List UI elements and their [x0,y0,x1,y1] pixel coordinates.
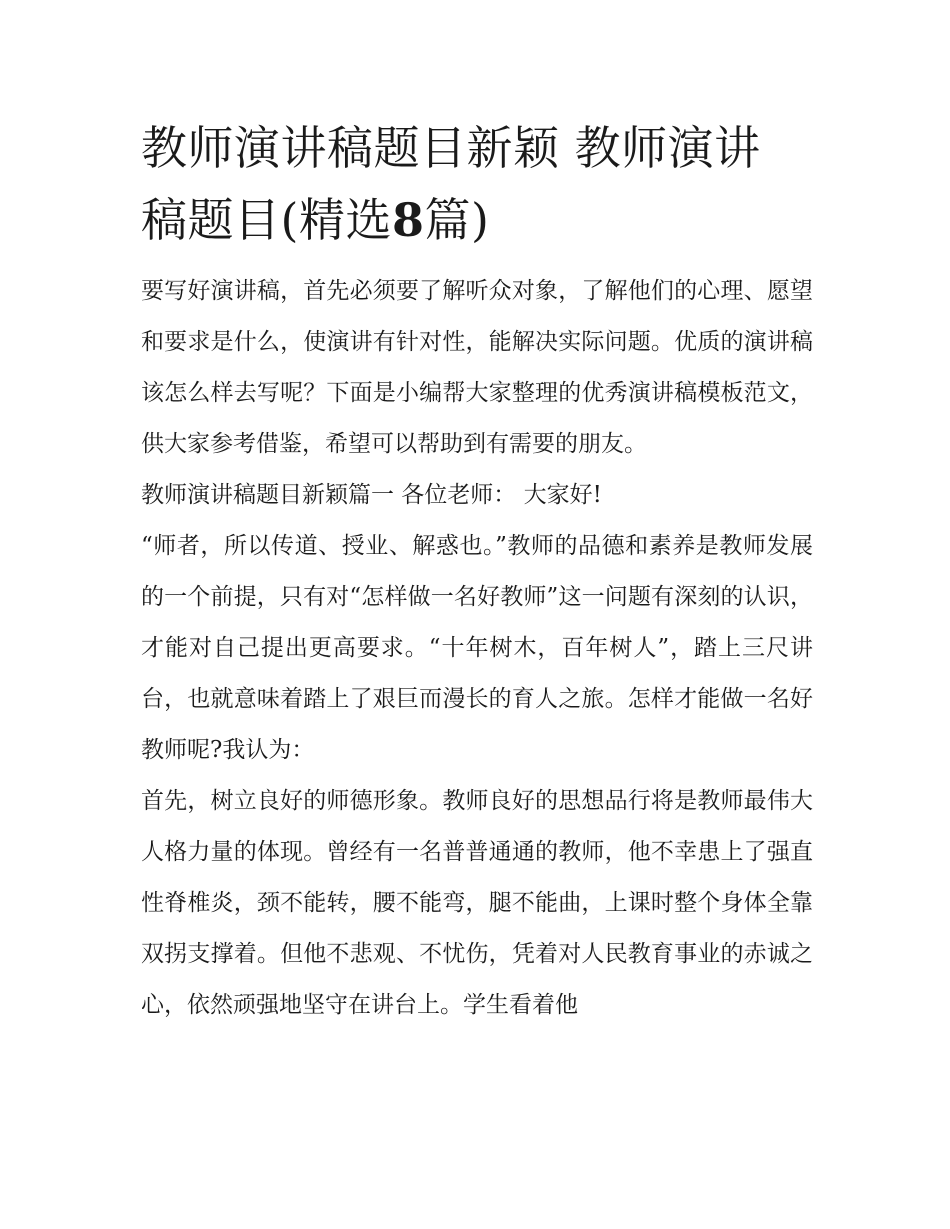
paragraph-quote: “师者，所以传道、授业、解惑也。”教师的品德和素养是教师发展的一个前提，只有对“怎样做一名好教师”这一问题有深刻的认识，才能对自己提出更高要求。“十年树木，百年树人”，踏上三尺讲台，也就意味着踏上了艰巨而漫长的育人之旅。怎样才能做一名好教师呢?我认为： [141,533,813,763]
document-body [141,266,813,1031]
title-line-2-part-b: 篇) [424,193,490,247]
document-page [141,112,813,1031]
paragraph-first-point: 首先，树立良好的师德形象。教师良好的思想品行将是教师最伟大人格力量的体现。曾经有一名普普通通的教师，他不幸患上了强直性脊椎炎，颈不能转，腰不能弯，腿不能曲，上课时整个身体全靠双拐支撑着。但他不悲观、不忧伤，凭着对人民教育事业的赤诚之心，依然顽强地坚守在讲台上。学生看着他 [141,788,813,1018]
paragraph-greeting: 教师演讲稿题目新颖篇一 各位老师： 大家好! [141,482,602,508]
title-number: 8 [391,193,425,247]
paragraph-intro: 要写好演讲稿，首先必须要了解听众对象，了解他们的心理、愿望和要求是什么，使演讲有针对性，能解决实际问题。优质的演讲稿该怎么样去写呢？下面是小编帮大家整理的优秀演讲稿模板范文，供大家参考借鉴，希望可以帮助到有需要的朋友。 [141,278,813,457]
document-title [141,112,813,256]
title-line-2-part-a: 稿题目(精选 [141,193,392,247]
title-line-1: 教师演讲稿题目新颖 教师演讲 [141,121,761,175]
